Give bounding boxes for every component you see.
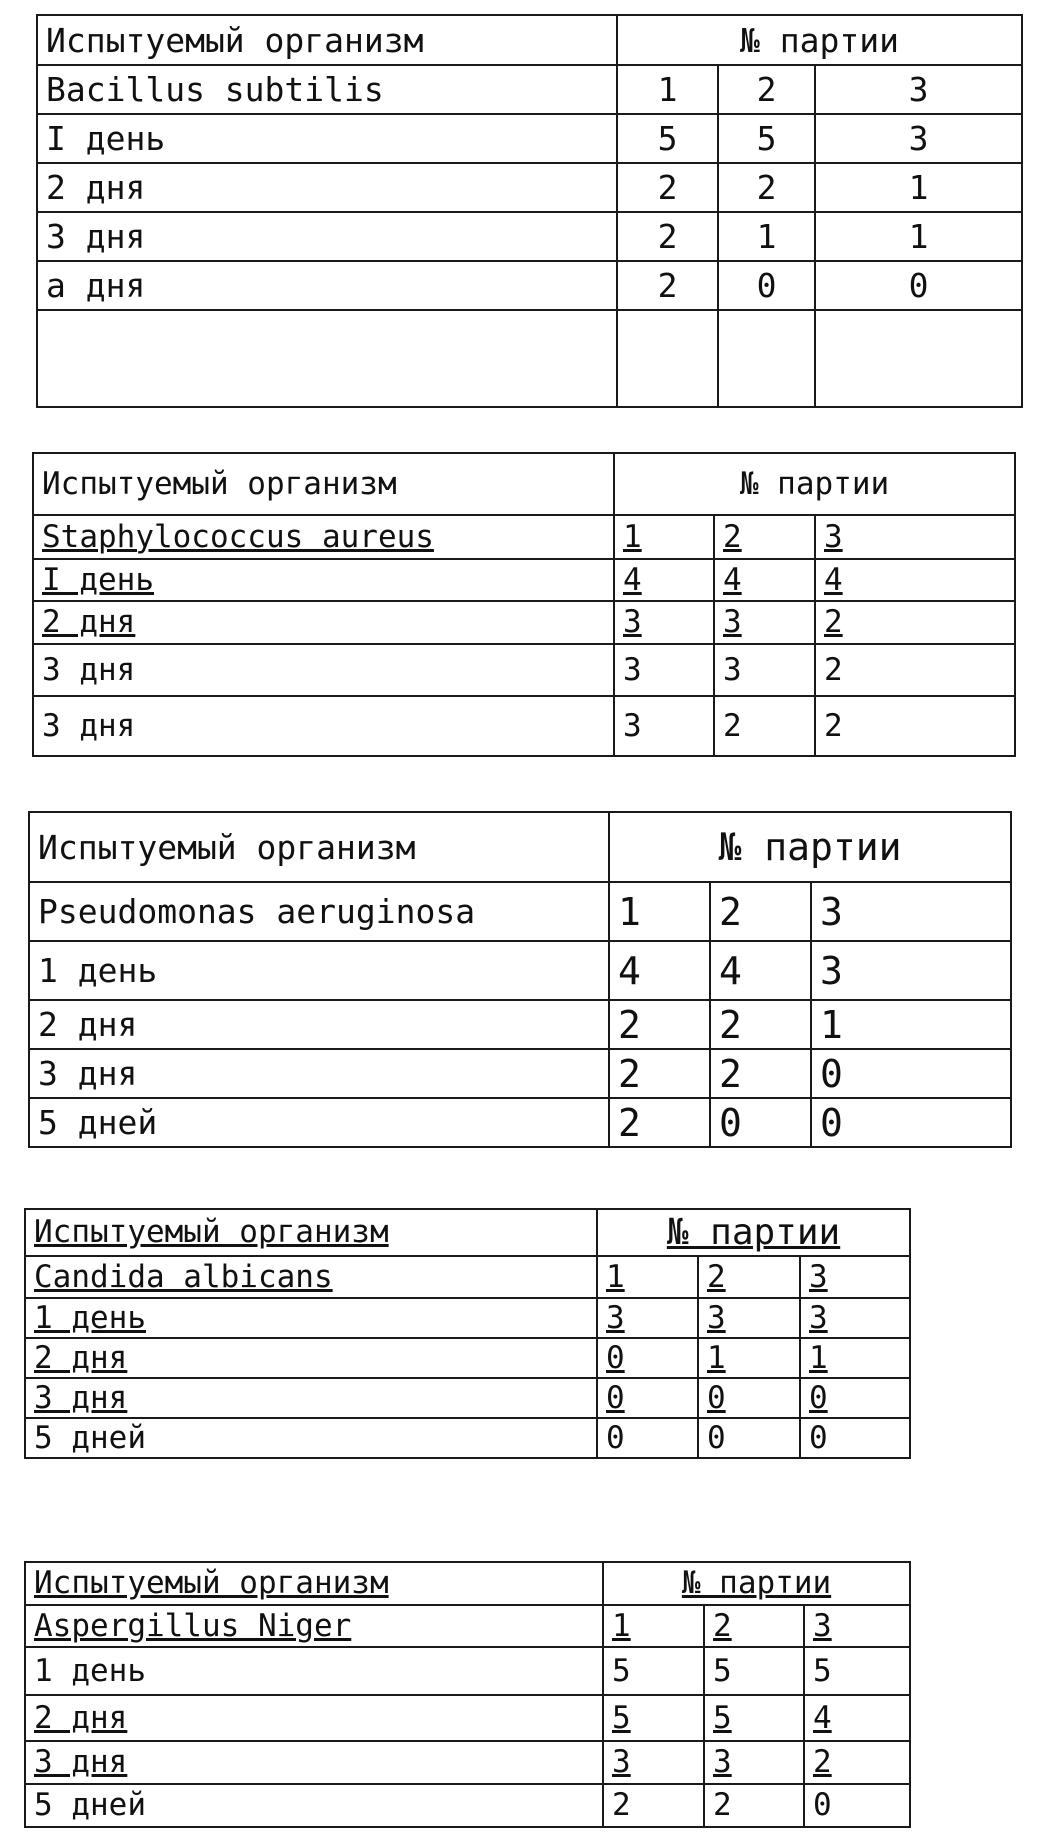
- cell-value: 5: [603, 1695, 704, 1741]
- row-label: 1 день: [25, 1298, 597, 1338]
- table-row: [29, 1000, 1011, 1049]
- header-organism-label: Испытуемый организм: [25, 1562, 603, 1605]
- table-row: [33, 559, 1015, 601]
- table-header-row: [29, 812, 1011, 882]
- party-number: 1: [617, 65, 718, 114]
- cell-value: 4: [815, 559, 1015, 601]
- organism-name: Staphylococcus aureus: [33, 515, 614, 559]
- cell-value: 3: [704, 1741, 804, 1784]
- cell-value: 0: [597, 1338, 698, 1378]
- row-label: 1 день: [29, 941, 609, 1000]
- table-row: [25, 1695, 910, 1741]
- cell-value: 0: [718, 261, 815, 310]
- table-row: [37, 261, 1022, 310]
- organism-name: Pseudomonas aeruginosa: [29, 882, 609, 941]
- table-row: [25, 1298, 910, 1338]
- row-label: I день: [33, 559, 614, 601]
- cell-value: 2: [609, 1000, 710, 1049]
- table-header-row: [25, 1209, 910, 1256]
- cell-value: 0: [698, 1418, 800, 1458]
- cell-value: 4: [804, 1695, 910, 1741]
- cell-value: 1: [800, 1338, 910, 1378]
- cell-value: 2: [617, 212, 718, 261]
- organism-row: [33, 515, 1015, 559]
- row-label: 5 дней: [25, 1784, 603, 1827]
- table-row: [37, 114, 1022, 163]
- table-row: [25, 1741, 910, 1784]
- cell-value: 2: [815, 644, 1015, 696]
- party-number: 2: [714, 515, 815, 559]
- party-number: 1: [603, 1605, 704, 1647]
- cell-value: 3: [614, 644, 714, 696]
- table-row: [33, 601, 1015, 644]
- table-row: [25, 1338, 910, 1378]
- table-header-row: [33, 453, 1015, 515]
- party-number: 3: [815, 515, 1015, 559]
- empty-cell: [37, 310, 617, 407]
- party-number: 1: [609, 882, 710, 941]
- row-label: 3 дня: [37, 212, 617, 261]
- table-row: [29, 1098, 1011, 1147]
- header-organism-label: Испытуемый организм: [25, 1209, 597, 1256]
- cell-value: 3: [815, 114, 1022, 163]
- table-header-row: [25, 1562, 910, 1605]
- cell-value: 2: [617, 261, 718, 310]
- row-label: 3 дня: [25, 1741, 603, 1784]
- cell-value: 4: [710, 941, 811, 1000]
- table-row: [33, 696, 1015, 756]
- cell-value: 2: [609, 1049, 710, 1098]
- cell-value: 3: [603, 1741, 704, 1784]
- cell-value: 1: [815, 163, 1022, 212]
- cell-value: 5: [603, 1647, 704, 1695]
- party-number: 1: [614, 515, 714, 559]
- cell-value: 3: [800, 1298, 910, 1338]
- cell-value: 2: [603, 1784, 704, 1827]
- organism-name: Aspergillus Niger: [25, 1605, 603, 1647]
- cell-value: 1: [698, 1338, 800, 1378]
- cell-value: 1: [815, 212, 1022, 261]
- organism-row: [37, 65, 1022, 114]
- table-row: [25, 1784, 910, 1827]
- table-header-row: [37, 15, 1022, 65]
- row-label: 1 день: [25, 1647, 603, 1695]
- cell-value: 3: [714, 644, 815, 696]
- empty-cell: [718, 310, 815, 407]
- table-row: [25, 1418, 910, 1458]
- cell-value: 0: [800, 1418, 910, 1458]
- cell-value: 2: [609, 1098, 710, 1147]
- party-number: 2: [710, 882, 811, 941]
- party-number: 3: [800, 1256, 910, 1298]
- party-number: 2: [718, 65, 815, 114]
- organism-row: [25, 1256, 910, 1298]
- cell-value: 4: [609, 941, 710, 1000]
- row-label: 3 дня: [33, 696, 614, 756]
- cell-value: 2: [815, 601, 1015, 644]
- cell-value: 3: [597, 1298, 698, 1338]
- organism-row: [25, 1605, 910, 1647]
- organism-name: Candida albicans: [25, 1256, 597, 1298]
- table-row: [25, 1378, 910, 1418]
- cell-value: 0: [815, 261, 1022, 310]
- cell-value: 5: [617, 114, 718, 163]
- cell-value: 4: [714, 559, 815, 601]
- header-party-label: № партии: [597, 1209, 910, 1256]
- row-label: 5 дней: [29, 1098, 609, 1147]
- row-label: 5 дней: [25, 1418, 597, 1458]
- party-number: 3: [815, 65, 1022, 114]
- cell-value: 2: [804, 1741, 910, 1784]
- cell-value: 4: [614, 559, 714, 601]
- row-label: а дня: [37, 261, 617, 310]
- cell-value: 1: [718, 212, 815, 261]
- cell-value: 5: [704, 1695, 804, 1741]
- row-label: 2 дня: [33, 601, 614, 644]
- table-row: [37, 212, 1022, 261]
- cell-value: 2: [617, 163, 718, 212]
- row-label: I день: [37, 114, 617, 163]
- cell-value: 0: [811, 1098, 1011, 1147]
- cell-value: 5: [704, 1647, 804, 1695]
- cell-value: 3: [614, 696, 714, 756]
- party-number: 3: [804, 1605, 910, 1647]
- results-table-aspergillus: [24, 1561, 911, 1828]
- cell-value: 2: [718, 163, 815, 212]
- cell-value: 5: [718, 114, 815, 163]
- cell-value: 3: [714, 601, 815, 644]
- empty-cell: [617, 310, 718, 407]
- header-party-label: № партии: [617, 15, 1022, 65]
- header-party-label: № партии: [603, 1562, 910, 1605]
- cell-value: 0: [597, 1418, 698, 1458]
- row-label: 3 дня: [29, 1049, 609, 1098]
- cell-value: 2: [714, 696, 815, 756]
- results-table-staphylococcus: [32, 452, 1016, 757]
- organism-name: Bacillus subtilis: [37, 65, 617, 114]
- cell-value: 0: [698, 1378, 800, 1418]
- results-table-bacillus: [36, 14, 1023, 408]
- organism-row: [29, 882, 1011, 941]
- cell-value: 0: [710, 1098, 811, 1147]
- header-organism-label: Испытуемый организм: [37, 15, 617, 65]
- table-row: [29, 941, 1011, 1000]
- header-organism-label: Испытуемый организм: [33, 453, 614, 515]
- row-label: 2 дня: [29, 1000, 609, 1049]
- cell-value: 0: [597, 1378, 698, 1418]
- results-table-candida: [24, 1208, 911, 1459]
- party-number: 1: [597, 1256, 698, 1298]
- table-row: [29, 1049, 1011, 1098]
- header-party-label: № партии: [614, 453, 1015, 515]
- party-number: 2: [698, 1256, 800, 1298]
- cell-value: 2: [815, 696, 1015, 756]
- row-label: 2 дня: [25, 1338, 597, 1378]
- cell-value: 0: [804, 1784, 910, 1827]
- row-label: 3 дня: [25, 1378, 597, 1418]
- table-row: [25, 1647, 910, 1695]
- cell-value: 0: [800, 1378, 910, 1418]
- header-party-label: № партии: [609, 812, 1011, 882]
- empty-cell: [815, 310, 1022, 407]
- cell-value: 2: [710, 1000, 811, 1049]
- row-label: 2 дня: [37, 163, 617, 212]
- table-row: [37, 163, 1022, 212]
- cell-value: 0: [811, 1049, 1011, 1098]
- cell-value: 2: [710, 1049, 811, 1098]
- table-row: [33, 644, 1015, 696]
- row-label: 3 дня: [33, 644, 614, 696]
- party-number: 3: [811, 882, 1011, 941]
- cell-value: 3: [614, 601, 714, 644]
- cell-value: 3: [698, 1298, 800, 1338]
- cell-value: 3: [811, 941, 1011, 1000]
- cell-value: 1: [811, 1000, 1011, 1049]
- header-organism-label: Испытуемый организм: [29, 812, 609, 882]
- results-table-pseudomonas: [28, 811, 1012, 1148]
- cell-value: 2: [704, 1784, 804, 1827]
- party-number: 2: [704, 1605, 804, 1647]
- row-label: 2 дня: [25, 1695, 603, 1741]
- cell-value: 5: [804, 1647, 910, 1695]
- empty-row: [37, 310, 1022, 407]
